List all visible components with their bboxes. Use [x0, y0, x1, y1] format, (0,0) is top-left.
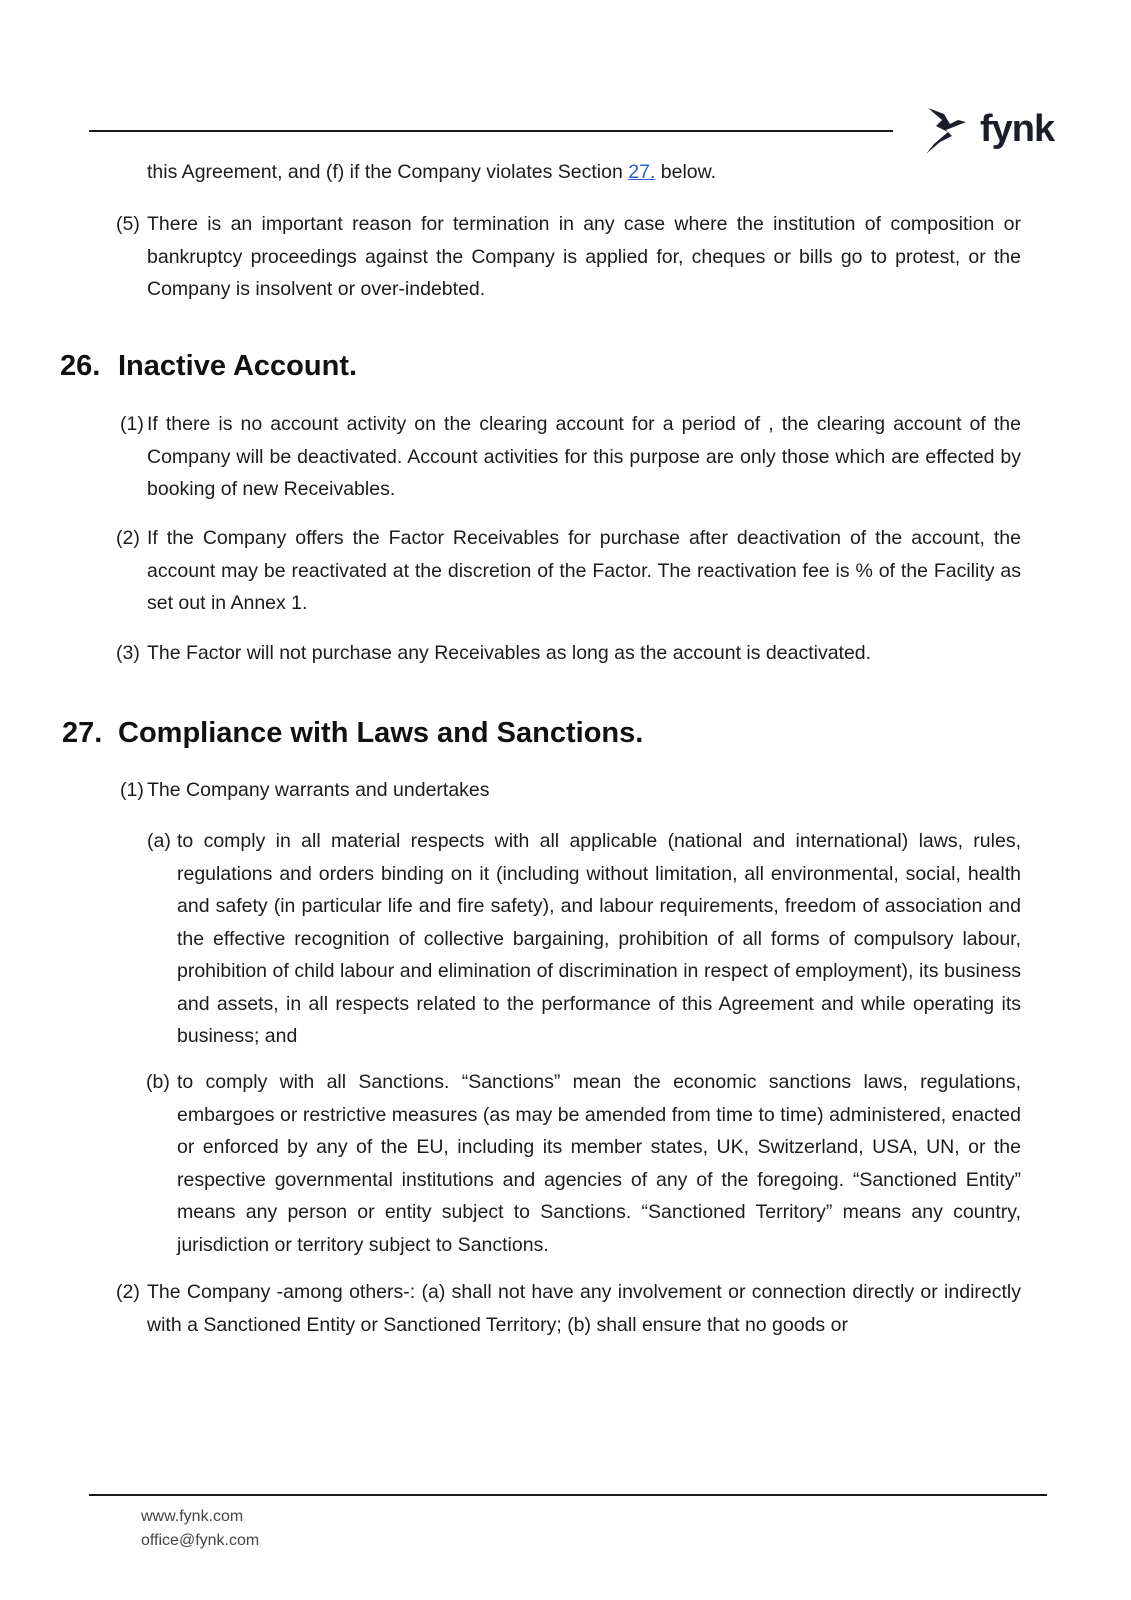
item-number: (1): [120, 413, 144, 435]
section-27-sub-b: [146, 1066, 1021, 1261]
paragraph-5: [116, 208, 1021, 306]
footer-email[interactable]: office@fynk.com: [141, 1532, 260, 1549]
section-26-item-2: [116, 522, 1021, 620]
item-text: The Factor will not purchase any Receivables as long as the account is deactivated.: [147, 642, 872, 664]
subitem-letter: (a): [147, 830, 171, 852]
section-26-heading: [60, 348, 357, 384]
carryover-text: this Agreement, and (f) if the Company violates Section: [147, 161, 629, 183]
item-text: The Company warrants and undertakes: [147, 779, 490, 801]
item-number: (1): [120, 779, 144, 801]
item-number: (2): [116, 527, 140, 549]
footer-rule: [89, 1494, 1047, 1496]
section-number: 27.: [62, 717, 103, 749]
header-rule: [89, 130, 893, 132]
section-number: 26.: [60, 350, 101, 382]
section-title: Inactive Account.: [118, 350, 358, 382]
section-27-heading: [62, 715, 643, 751]
item-text: If the Company offers the Factor Receivables for purchase after deactivation of the account, the account may be reactivated at the discretion of the Factor. The reactivation fee is % of the Facility as set out in Annex 1.: [147, 527, 1021, 614]
footer-website[interactable]: www.fynk.com: [141, 1508, 244, 1525]
section-26-item-1: [120, 408, 1021, 506]
brand-name: fynk: [980, 108, 1055, 150]
fynk-logo: [922, 104, 1055, 160]
carryover-text-end: below.: [655, 161, 717, 183]
section-27-item-2: [116, 1276, 1021, 1341]
carryover-paragraph: [147, 156, 1027, 189]
subitem-text: to comply with all Sanctions. “Sanctions” mean the economic sanctions laws, regulations, embargoes or restrictive measures (as may be amended from time to time) administered, enacted or enforced by any of the EU, including its member states, UK, Switzerland, USA, UN, or the respective governmental institutions and agencies of any of the foregoing. “Sanctioned Entity” means any person or entity subject to Sanctions. “Sanctioned Territory” means any country, jurisdiction or territory subject to Sanctions.: [177, 1071, 1021, 1256]
subitem-text: to comply in all material respects with all applicable (national and international) laws, rules, regulations and orders binding on it (including without limitation, all environmental, social, health and safety (in particular life and fire safety), and labour requirements, freedom of association and the effective recognition of collective bargaining, prohibition of all forms of compulsory labour, prohibition of child labour and elimination of discrimination in respect of employment), its business and assets, in all respects related to the performance of this Agreement and while operating its business; and: [177, 830, 1021, 1047]
item-text: If there is no account activity on the clearing account for a period of , the clearing account of the Company will be deactivated. Account activities for this purpose are only those which are effected by booking of new Receivables.: [147, 413, 1021, 500]
item-number: (2): [116, 1281, 140, 1303]
section-27-link[interactable]: 27.: [628, 161, 656, 183]
bird-logo-icon: [922, 104, 982, 158]
section-27-item-1: [120, 774, 1021, 807]
paragraph-number: (5): [116, 213, 140, 235]
subitem-letter: (b): [146, 1071, 170, 1093]
section-title: Compliance with Laws and Sanctions.: [118, 717, 644, 749]
item-text: The Company -among others-: (a) shall not have any involvement or connection directly or indirectly with a Sanctioned Entity or Sanctioned Territory; (b) shall ensure that no goods or: [147, 1281, 1021, 1336]
section-26-item-3: [116, 637, 1021, 670]
paragraph-text: There is an important reason for termination in any case where the institution of composition or bankruptcy proceedings against the Company is applied for, cheques or bills go to protest, or the Company is insolvent or over-indebted.: [147, 213, 1021, 300]
section-27-sub-a: [147, 825, 1021, 1053]
footer: [141, 1505, 259, 1553]
item-number: (3): [116, 642, 140, 664]
